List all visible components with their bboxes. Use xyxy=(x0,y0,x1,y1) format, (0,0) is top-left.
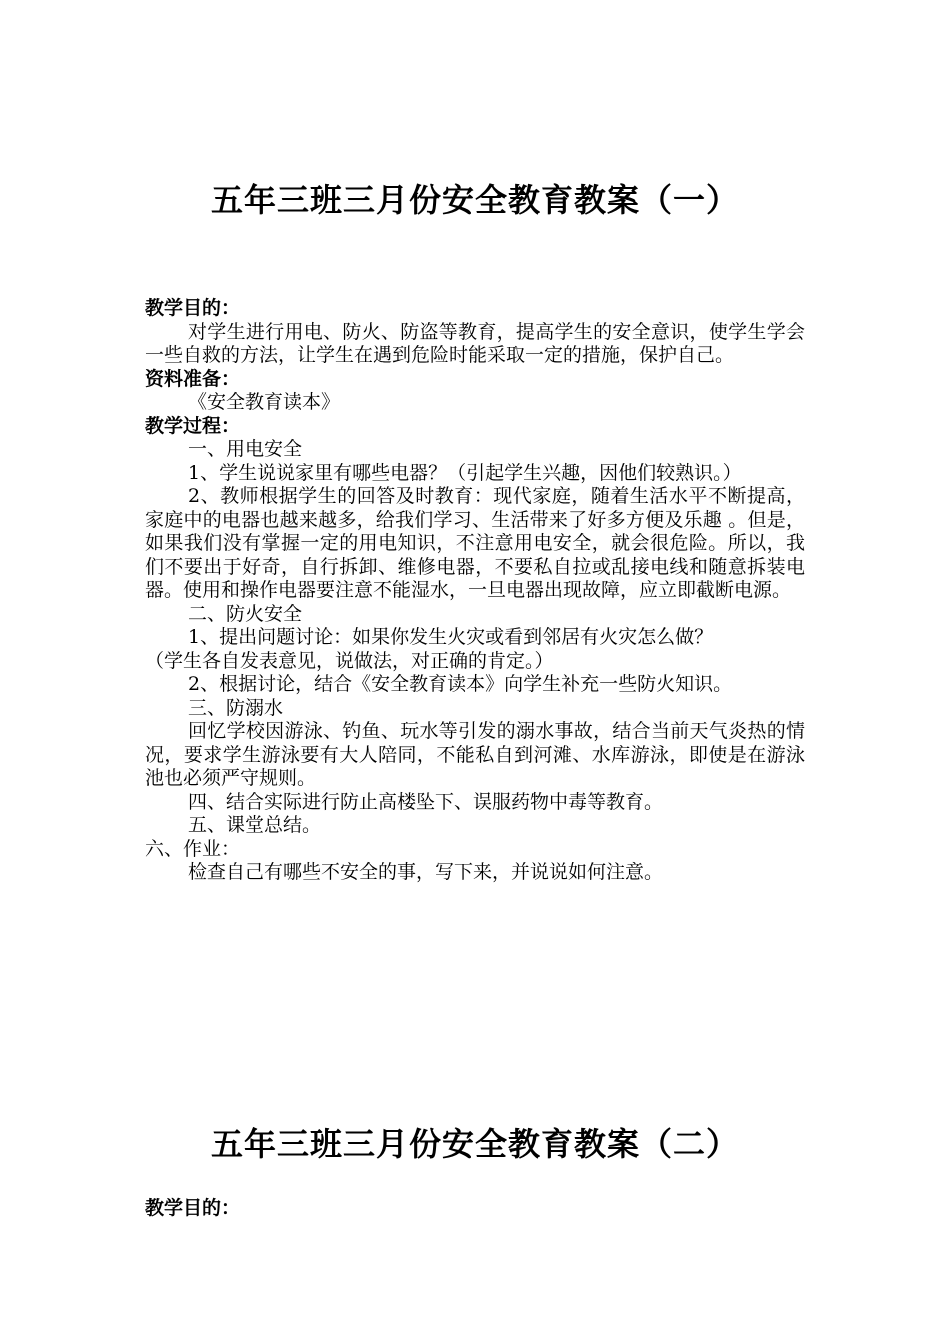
materials-heading: 资料准备： xyxy=(145,367,241,390)
lesson-2-body xyxy=(145,1197,805,1221)
section-4-title: 四、结合实际进行防止高楼坠下、误服药物中毒等教育。 xyxy=(188,790,664,813)
section-2-item-1a: 1、提出问题讨论：如果你发生火灾或看到邻居有火灾怎么做？ xyxy=(188,626,714,648)
section-2-item-1b: （学生各自发表意见，说做法，对正确的肯定。） xyxy=(145,649,554,672)
section-3-text: 回忆学校因游泳、钓鱼、玩水等引发的溺水事故，结合当前天气炎热的情况，要求学生游泳要有大人陪同，不能私自到河滩、水库游泳，即使是在游泳池也必须严守规则。 xyxy=(145,720,805,789)
section-3-title: 三、防溺水 xyxy=(188,696,284,719)
goal-heading: 教学目的： xyxy=(145,297,241,319)
section-1-title: 一、用电安全 xyxy=(188,438,303,460)
homework-text: 检查自己有哪些不安全的事，写下来，并说说如何注意。 xyxy=(188,861,664,883)
lesson-2-title: 五年三班三月份安全教育教案（二） xyxy=(210,1125,739,1163)
section-1-item-2: 2、教师根据学生的回答及时教育：现代家庭，随着生活水平不断提高，家庭中的电器也越来越多，给我们学习、生活带来了好多方便及乐趣 。但是，如果我们没有掌握一定的用电知识，不注意用电安全，就会很危险。所以，我们不要出于好奇，自行拆卸、维修电器，不要私自拉或乱接电线和随意拆装电器。使用和操作电器要注意不能湿水，一旦电器出现故障，应立即截断电源。 xyxy=(145,485,805,601)
goal-text: 对学生进行用电、防火、防盗等教育，提高学生的安全意识，使学生学会一些自救的方法，让学生在遇到危险时能采取一定的措施，保护自己。 xyxy=(145,320,805,366)
section-2-title: 二、防火安全 xyxy=(188,602,303,625)
lesson-2-goal-heading: 教学目的： xyxy=(145,1197,241,1219)
homework-heading: 六、作业： xyxy=(145,837,241,860)
lesson-1-body xyxy=(145,297,805,885)
section-1-item-1: 1、学生说说家里有哪些电器？（引起学生兴趣，因他们较熟识。） xyxy=(188,461,742,484)
lesson-1-title: 五年三班三月份安全教育教案（一） xyxy=(210,181,739,219)
section-5-title: 五、课堂总结。 xyxy=(188,814,322,836)
section-2-item-2: 2、根据讨论，结合《安全教育读本》向学生补充一些防火知识。 xyxy=(188,673,733,695)
materials-text: 《安全教育读本》 xyxy=(188,391,341,413)
process-heading: 教学过程： xyxy=(145,414,241,437)
